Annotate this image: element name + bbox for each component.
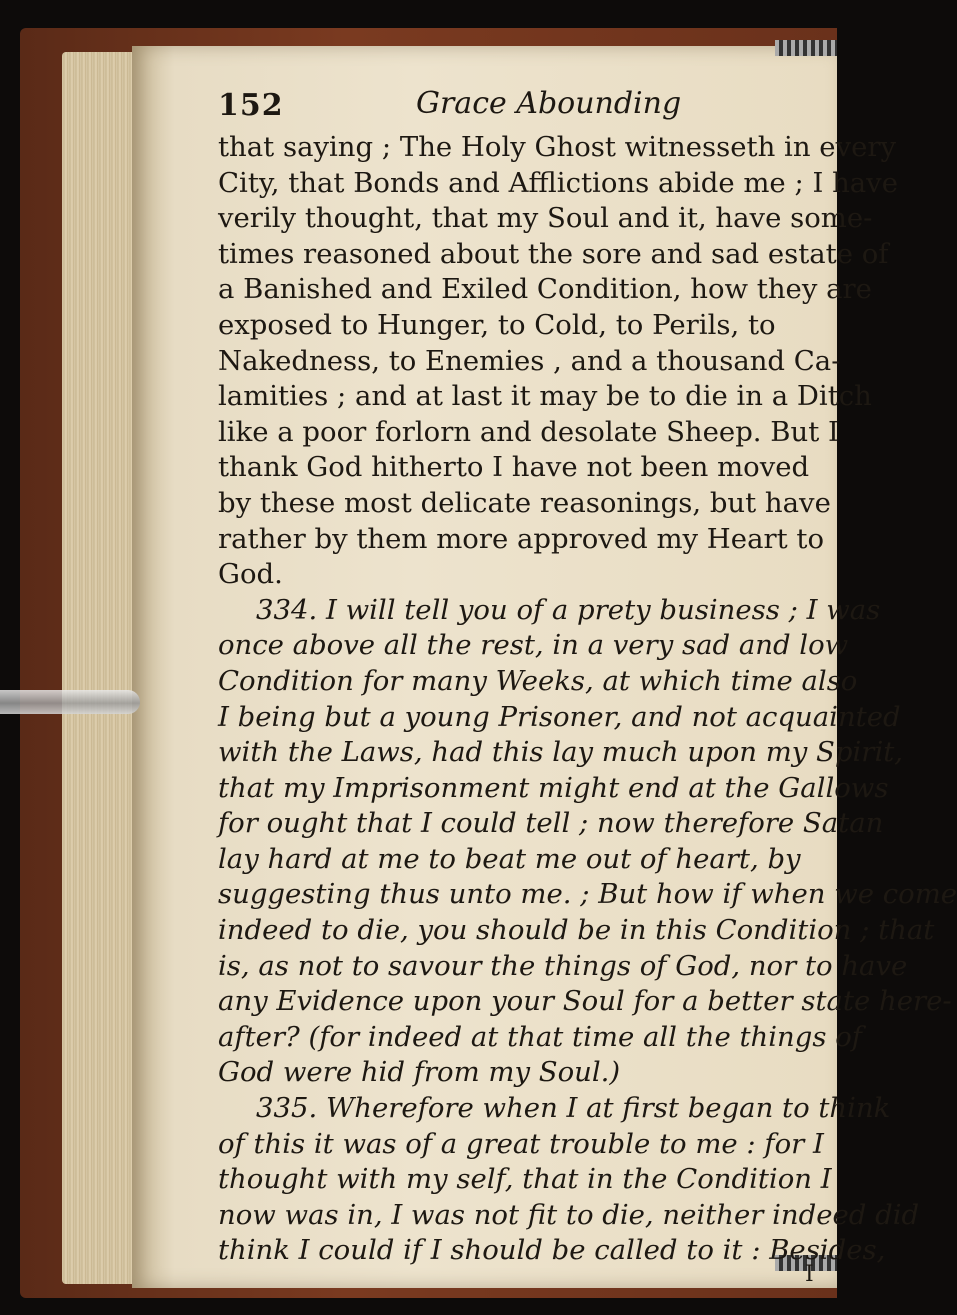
text-line: indeed to die, you should be in this Condition ; that <box>218 914 935 947</box>
text-line: 335. Wherefore when I at first began to think <box>256 1092 891 1125</box>
text-line: 334. I will tell you of a prety business ; I was <box>256 593 881 626</box>
page-edges <box>62 52 142 1284</box>
text-line: Nakedness, to Enemies , and a thousand Ca- <box>218 344 841 377</box>
text-line: lay hard at me to beat me out of heart, by <box>218 842 801 875</box>
text-line: now was in, I was not fit to die, neither indeed did <box>218 1198 920 1231</box>
text-line: think I could if I should be called to it : Besides, <box>218 1234 886 1267</box>
page-clip <box>0 690 140 714</box>
text-line: any Evidence upon your Soul for a better state here- <box>218 985 952 1018</box>
text-block <box>218 130 957 1270</box>
page-header <box>218 86 818 130</box>
text-line: City, that Bonds and Afflictions abide me ; I have <box>218 166 898 199</box>
text-line: thank God hitherto I have not been moved <box>218 451 810 484</box>
text-line: I being but a young Prisoner, and not acquainted <box>218 700 901 733</box>
text-line: like a poor forlorn and desolate Sheep. But I <box>218 415 839 448</box>
text-line: that saying ; The Holy Ghost witnesseth in every <box>218 131 897 163</box>
text-line: God. <box>218 558 283 591</box>
running-head: Grace Abounding <box>416 86 682 121</box>
text-line: a Banished and Exiled Condition, how they are <box>218 273 872 306</box>
text-line: suggesting thus unto me. ; But how if when we come <box>218 878 957 911</box>
text-line: is, as not to savour the things of God, nor to have <box>218 949 908 982</box>
catchword: I <box>805 1262 814 1287</box>
text-line: by these most delicate reasonings, but have <box>218 486 831 519</box>
text-line: once above all the rest, in a very sad and low <box>218 629 849 662</box>
text-line: rather by them more approved my Heart to <box>218 522 825 555</box>
text-line: God were hid from my Soul.) <box>218 1056 621 1089</box>
clasp-top <box>775 40 837 56</box>
text-line: exposed to Hunger, to Cold, to Perils, to <box>218 308 776 341</box>
page-number: 152 <box>218 88 284 123</box>
text-line: after? (for indeed at that time all the things of <box>218 1020 862 1053</box>
text-line: that my Imprisonment might end at the Gallows <box>218 771 889 804</box>
text-line: times reasoned about the sore and sad estate of <box>218 237 889 270</box>
text-line: of this it was of a great trouble to me : for I <box>218 1127 824 1160</box>
text-line: lamities ; and at last it may be to die in a Ditch <box>218 380 872 413</box>
text-line: for ought that I could tell ; now therefore Satan <box>218 807 884 840</box>
text-line: Condition for many Weeks, at which time also <box>218 664 858 697</box>
text-line: thought with my self, that in the Condition I <box>218 1163 832 1196</box>
text-line: with the Laws, had this lay much upon my Spirit, <box>218 736 904 769</box>
text-line: verily thought, that my Soul and it, have some- <box>218 202 873 235</box>
